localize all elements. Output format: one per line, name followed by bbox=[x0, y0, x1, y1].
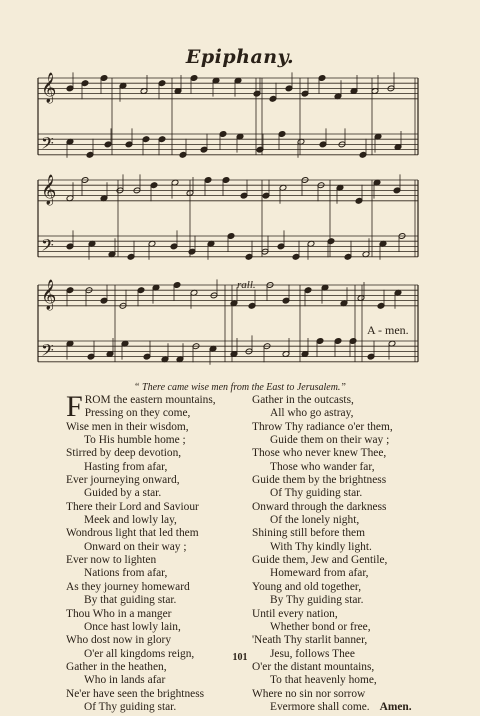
verse-line: Gather in the outcasts, bbox=[252, 394, 354, 406]
tempo-marking: rall. bbox=[237, 279, 256, 291]
verse-line: Ne'er have seen the brightness bbox=[66, 687, 205, 700]
verse-line: Meek and lowly lay, bbox=[84, 514, 177, 527]
verse-line: Who dost now in glory bbox=[66, 634, 172, 647]
svg-text:𝄞: 𝄞 bbox=[41, 280, 57, 310]
verse-line: Where no sin nor sorrow bbox=[252, 687, 366, 700]
verse-line: Guided by a star. bbox=[84, 487, 162, 500]
verse-line: Stirred by deep devotion, bbox=[66, 447, 182, 460]
verse-line: Ever journeying onward, bbox=[66, 474, 180, 487]
page-number: 101 bbox=[232, 652, 248, 663]
verse-line: Once hast lowly lain, bbox=[84, 620, 181, 633]
verse-line: Onward on their way ; bbox=[84, 540, 187, 553]
verse-line: Guide them, Jew and Gentile, bbox=[252, 554, 388, 567]
verse-line: Guide them on their way ; bbox=[270, 434, 390, 447]
verse-line: By that guiding star. bbox=[84, 594, 177, 607]
svg-text:𝄞: 𝄞 bbox=[41, 175, 57, 205]
verse-line: Jesu, follows Thee bbox=[270, 647, 355, 660]
svg-text:𝄞: 𝄞 bbox=[41, 73, 57, 103]
svg-text:𝄢: 𝄢 bbox=[41, 235, 54, 259]
verse-line: Guide them by the brightness bbox=[252, 474, 387, 487]
verse-line: Pressing on they come, bbox=[84, 407, 191, 420]
verse-line: Those who never knew Thee, bbox=[252, 447, 387, 460]
closing-amen: Amen. bbox=[379, 700, 412, 713]
verse-line: Nations from afar, bbox=[84, 567, 168, 580]
verse-line: Gather in the heathen, bbox=[66, 660, 167, 673]
verse-line: Wondrous light that led them bbox=[66, 527, 199, 540]
verse-line: Hasting from afar, bbox=[84, 460, 168, 473]
hymn-title: Epiphany. bbox=[185, 46, 295, 68]
verse-line: Who in lands afar bbox=[84, 674, 166, 687]
verse-line: Wise men in their wisdom, bbox=[66, 420, 189, 433]
amen-lyric: A - men. bbox=[367, 323, 409, 337]
verse-line: By Thy guiding star. bbox=[270, 594, 364, 607]
verse-line: To that heavenly home, bbox=[270, 674, 377, 687]
verse-line: Those who wander far, bbox=[270, 460, 375, 473]
svg-text:𝄢: 𝄢 bbox=[41, 340, 54, 364]
verse-line: Of Thy guiding star. bbox=[84, 700, 177, 713]
verse-line: Of Thy guiding star. bbox=[270, 487, 363, 500]
verse-line: Homeward from afar, bbox=[270, 567, 369, 580]
verse-column-right bbox=[252, 394, 432, 714]
verse-line: Whether bond or free, bbox=[270, 620, 371, 633]
verse-line: Shining still before them bbox=[252, 527, 365, 540]
epigraph: “ There came wise men from the East to Jerusalem.” bbox=[133, 382, 346, 393]
verse-line: Throw Thy radiance o'er them, bbox=[252, 420, 393, 433]
drop-cap: F bbox=[66, 390, 83, 423]
verse-line: Onward through the darkness bbox=[252, 500, 387, 513]
verse-line: ROM the eastern mountains, bbox=[84, 394, 216, 406]
verse-line: Of the lonely night, bbox=[270, 514, 360, 527]
verse-line: 'Neath Thy starlit banner, bbox=[252, 634, 368, 647]
verse-line: To His humble home ; bbox=[84, 434, 186, 447]
verse-line: Ever now to lighten bbox=[66, 554, 157, 567]
svg-text:𝄢: 𝄢 bbox=[41, 133, 54, 157]
verse-line: As they journey homeward bbox=[66, 580, 190, 593]
verse-column-left bbox=[66, 390, 246, 714]
verse-line: There their Lord and Saviour bbox=[66, 500, 199, 513]
verse-line: Young and old together, bbox=[252, 580, 362, 593]
verse-line: O'er the distant mountains, bbox=[252, 660, 375, 673]
verse-line: Thou Who in a manger bbox=[66, 607, 172, 620]
verse-line: With Thy kindly light. bbox=[270, 540, 372, 553]
verse-line: Until every nation, bbox=[252, 607, 338, 620]
verse-line: O'er all kingdoms reign, bbox=[84, 647, 195, 660]
verse-line: Evermore shall come. Amen. bbox=[270, 700, 412, 713]
verse-line: All who go astray, bbox=[270, 407, 354, 420]
